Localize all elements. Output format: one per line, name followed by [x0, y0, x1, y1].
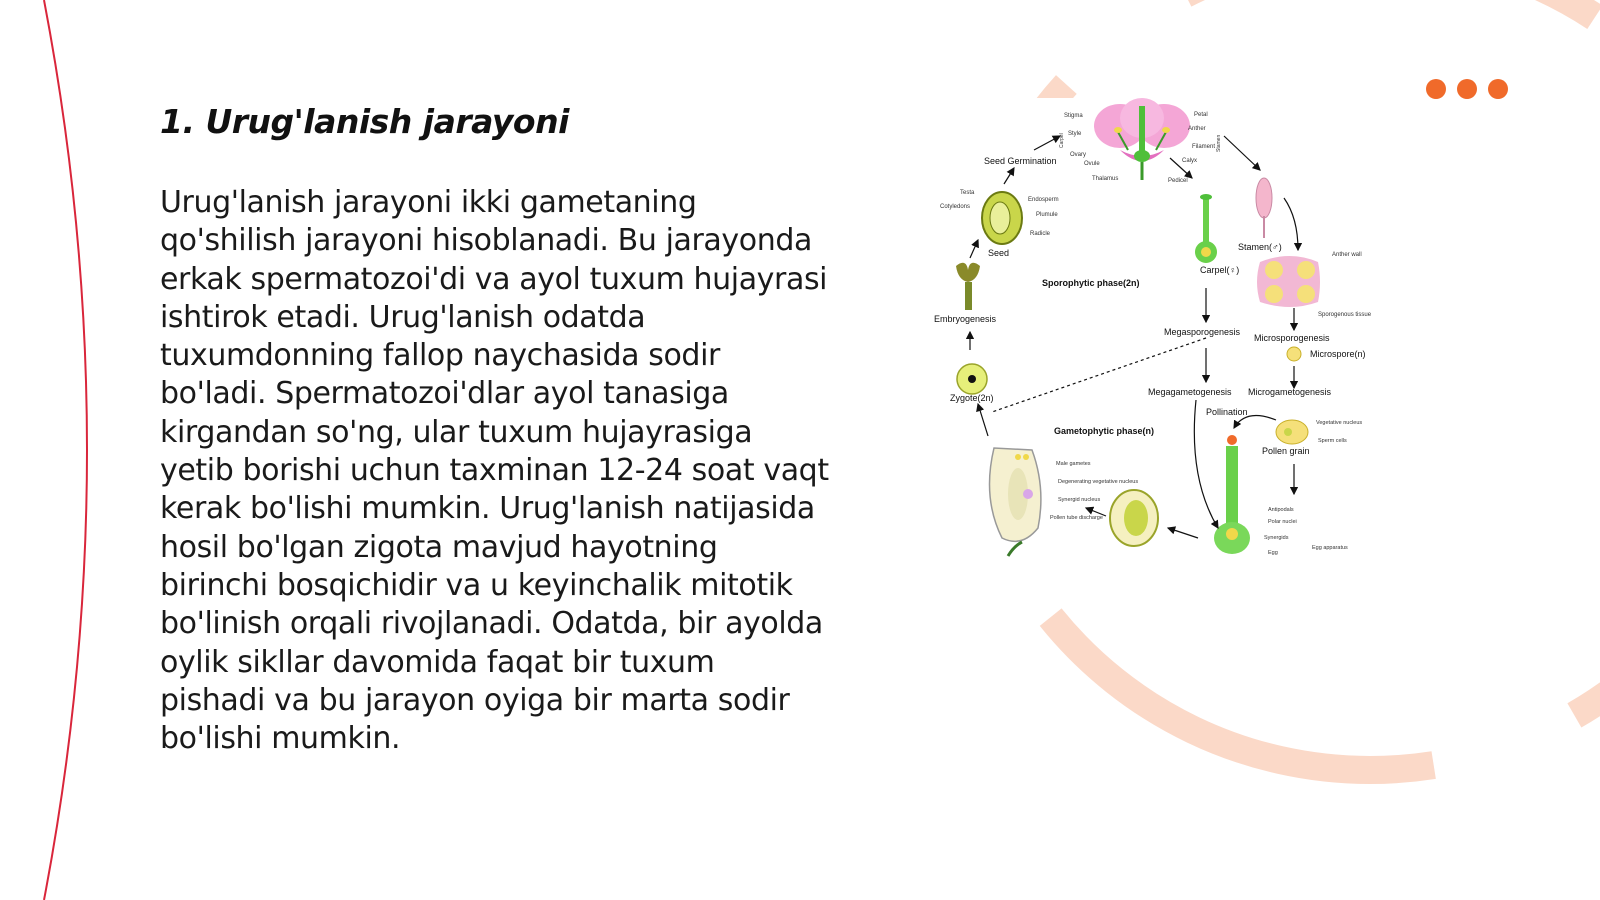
flower-label-ovule: Ovule — [1084, 161, 1100, 167]
stage-label-pollen-grain: Pollen grain — [1262, 446, 1310, 456]
phase-label-sporophytic: Sporophytic phase(2n) — [1042, 278, 1140, 288]
body-line: bo'ladi. Spermatozoi'dlar ayol tanasiga — [160, 376, 729, 412]
body-line: yetib borishi uchun taxminan 12-24 soat vaqt — [160, 453, 829, 489]
seed-label-cotyledons: Cotyledons — [940, 204, 971, 210]
dot-icon — [1488, 79, 1508, 99]
pollen-label-sperm-cells: Sperm cells — [1318, 438, 1347, 444]
phase-label-gametophytic: Gametophytic phase(n) — [1054, 426, 1155, 436]
microspore-illustration — [1287, 347, 1301, 361]
pollen-label-vegetative-nucleus: Vegetative nucleus — [1316, 420, 1363, 426]
dot-icon — [1457, 79, 1477, 99]
ovule-label-polar-nuclei: Polar nuclei — [1268, 519, 1297, 525]
body-line: tuxumdonning fallop naychasida sodir — [160, 338, 720, 374]
body-line: ishtirok etadi. Urug'lanish odatda — [160, 299, 646, 335]
body-line: Urug'lanish jarayoni ikki gametaning — [160, 185, 697, 220]
stage-label-seed: Seed — [988, 248, 1010, 258]
slide-body-text — [160, 184, 860, 758]
ovule-label-synergid-nucleus: Synergid nucleus — [1058, 497, 1101, 503]
seed-label-testa: Testa — [960, 190, 975, 196]
anther-section-illustration — [1257, 256, 1320, 307]
ovule-label-degenerating-nucleus: Degenerating vegetative nucleus — [1058, 479, 1139, 485]
body-line: hosil bo'lgan zigota mavjud hayotning — [160, 529, 718, 565]
left-accent-line — [44, 0, 87, 900]
flower-label-thalamus: Thalamus — [1092, 176, 1119, 182]
seed-illustration — [982, 192, 1022, 244]
ovule-label-male-gametes: Male gametes — [1056, 461, 1091, 467]
stage-label-zygote: Zygote(2n) — [950, 393, 994, 403]
flower-label-stamen: Stamen — [1216, 134, 1222, 152]
flower-label-pedicel: Pedicel — [1168, 178, 1188, 184]
body-line: bo'lishi mumkin. — [160, 721, 401, 757]
ovule-label-pollen-tube: Pollen tube discharge — [1050, 515, 1103, 521]
seed-label-endosperm: Endosperm — [1028, 197, 1059, 203]
slide-title: 1. Urug'lanish jarayoni — [160, 102, 569, 141]
ovule-illustration — [1110, 490, 1158, 546]
flower-label-anther: Anther — [1188, 126, 1206, 132]
seed-label-radicle: Radicle — [1030, 231, 1051, 237]
stage-label-microgametogenesis: Microgametogenesis — [1248, 387, 1332, 397]
ovule-label-egg-apparatus: Egg apparatus — [1312, 545, 1348, 551]
dot-icon — [1426, 79, 1446, 99]
body-line: erkak spermatozoi'di va ayol tuxum hujayrasi — [160, 261, 828, 297]
flower-label-petal: Petal — [1194, 112, 1208, 118]
body-line: oylik sikllar davomida faqat bir tuxum — [160, 644, 715, 680]
body-line: bo'linish orqali rivojlanadi. Odatda, bir ayolda — [160, 606, 823, 642]
stage-label-stamen: Stamen(♂) — [1238, 242, 1282, 252]
flower-label-carpel: Carpel — [1059, 133, 1065, 148]
ovule-label-synergids: Synergids — [1264, 535, 1289, 541]
stage-label-megagametogenesis: Megagametogenesis — [1148, 387, 1232, 397]
body-line: qo'shilish jarayoni hisoblanadi. Bu jarayonda — [160, 223, 812, 259]
pollen-grain-illustration — [1276, 420, 1308, 444]
flower-label-calyx: Calyx — [1182, 158, 1198, 164]
anther-label-sporogenous: Sporogenous tissue — [1318, 312, 1372, 318]
flower-label-style: Style — [1068, 131, 1082, 137]
anther-label-wall: Anther wall — [1332, 252, 1362, 258]
zygote-illustration — [957, 364, 987, 394]
stage-label-carpel: Carpel(♀) — [1200, 265, 1240, 275]
plant-life-cycle-diagram — [934, 98, 1410, 570]
stage-label-microspore: Microspore(n) — [1310, 349, 1366, 359]
stage-label-megasporogenesis: Megasporogenesis — [1164, 327, 1241, 337]
stage-label-embryogenesis: Embryogenesis — [934, 314, 997, 324]
carpel-illustration — [1195, 194, 1217, 263]
flower-illustration — [1094, 98, 1190, 180]
fertilization-illustration — [990, 448, 1041, 556]
flower-label-filament: Filament — [1192, 144, 1216, 150]
body-line: birinchi bosqichidir va u keyinchalik mitotik — [160, 567, 793, 603]
body-line: kerak bo'lishi mumkin. Urug'lanish natijasida — [160, 491, 815, 527]
stage-label-seed-germination: Seed Germination — [984, 156, 1057, 166]
decorative-dots — [1426, 79, 1521, 101]
body-line: kirgandan so'ng, ular tuxum hujayrasiga — [160, 414, 753, 450]
pollinated-pistil-illustration — [1214, 435, 1250, 554]
embryo-illustration — [956, 263, 980, 310]
stamen-illustration — [1256, 178, 1272, 238]
flower-label-stigma: Stigma — [1064, 113, 1083, 119]
ovule-label-egg: Egg — [1268, 550, 1278, 556]
stage-label-microsporogenesis: Microsporogenesis — [1254, 333, 1330, 343]
body-line: pishadi va bu jarayon oyiga bir marta sodir — [160, 682, 790, 718]
ovule-label-antipodals: Antipodals — [1268, 507, 1294, 513]
seed-label-plumule: Plumule — [1036, 212, 1058, 218]
flower-label-ovary: Ovary — [1070, 152, 1087, 158]
stage-label-pollination: Pollination — [1206, 407, 1248, 417]
